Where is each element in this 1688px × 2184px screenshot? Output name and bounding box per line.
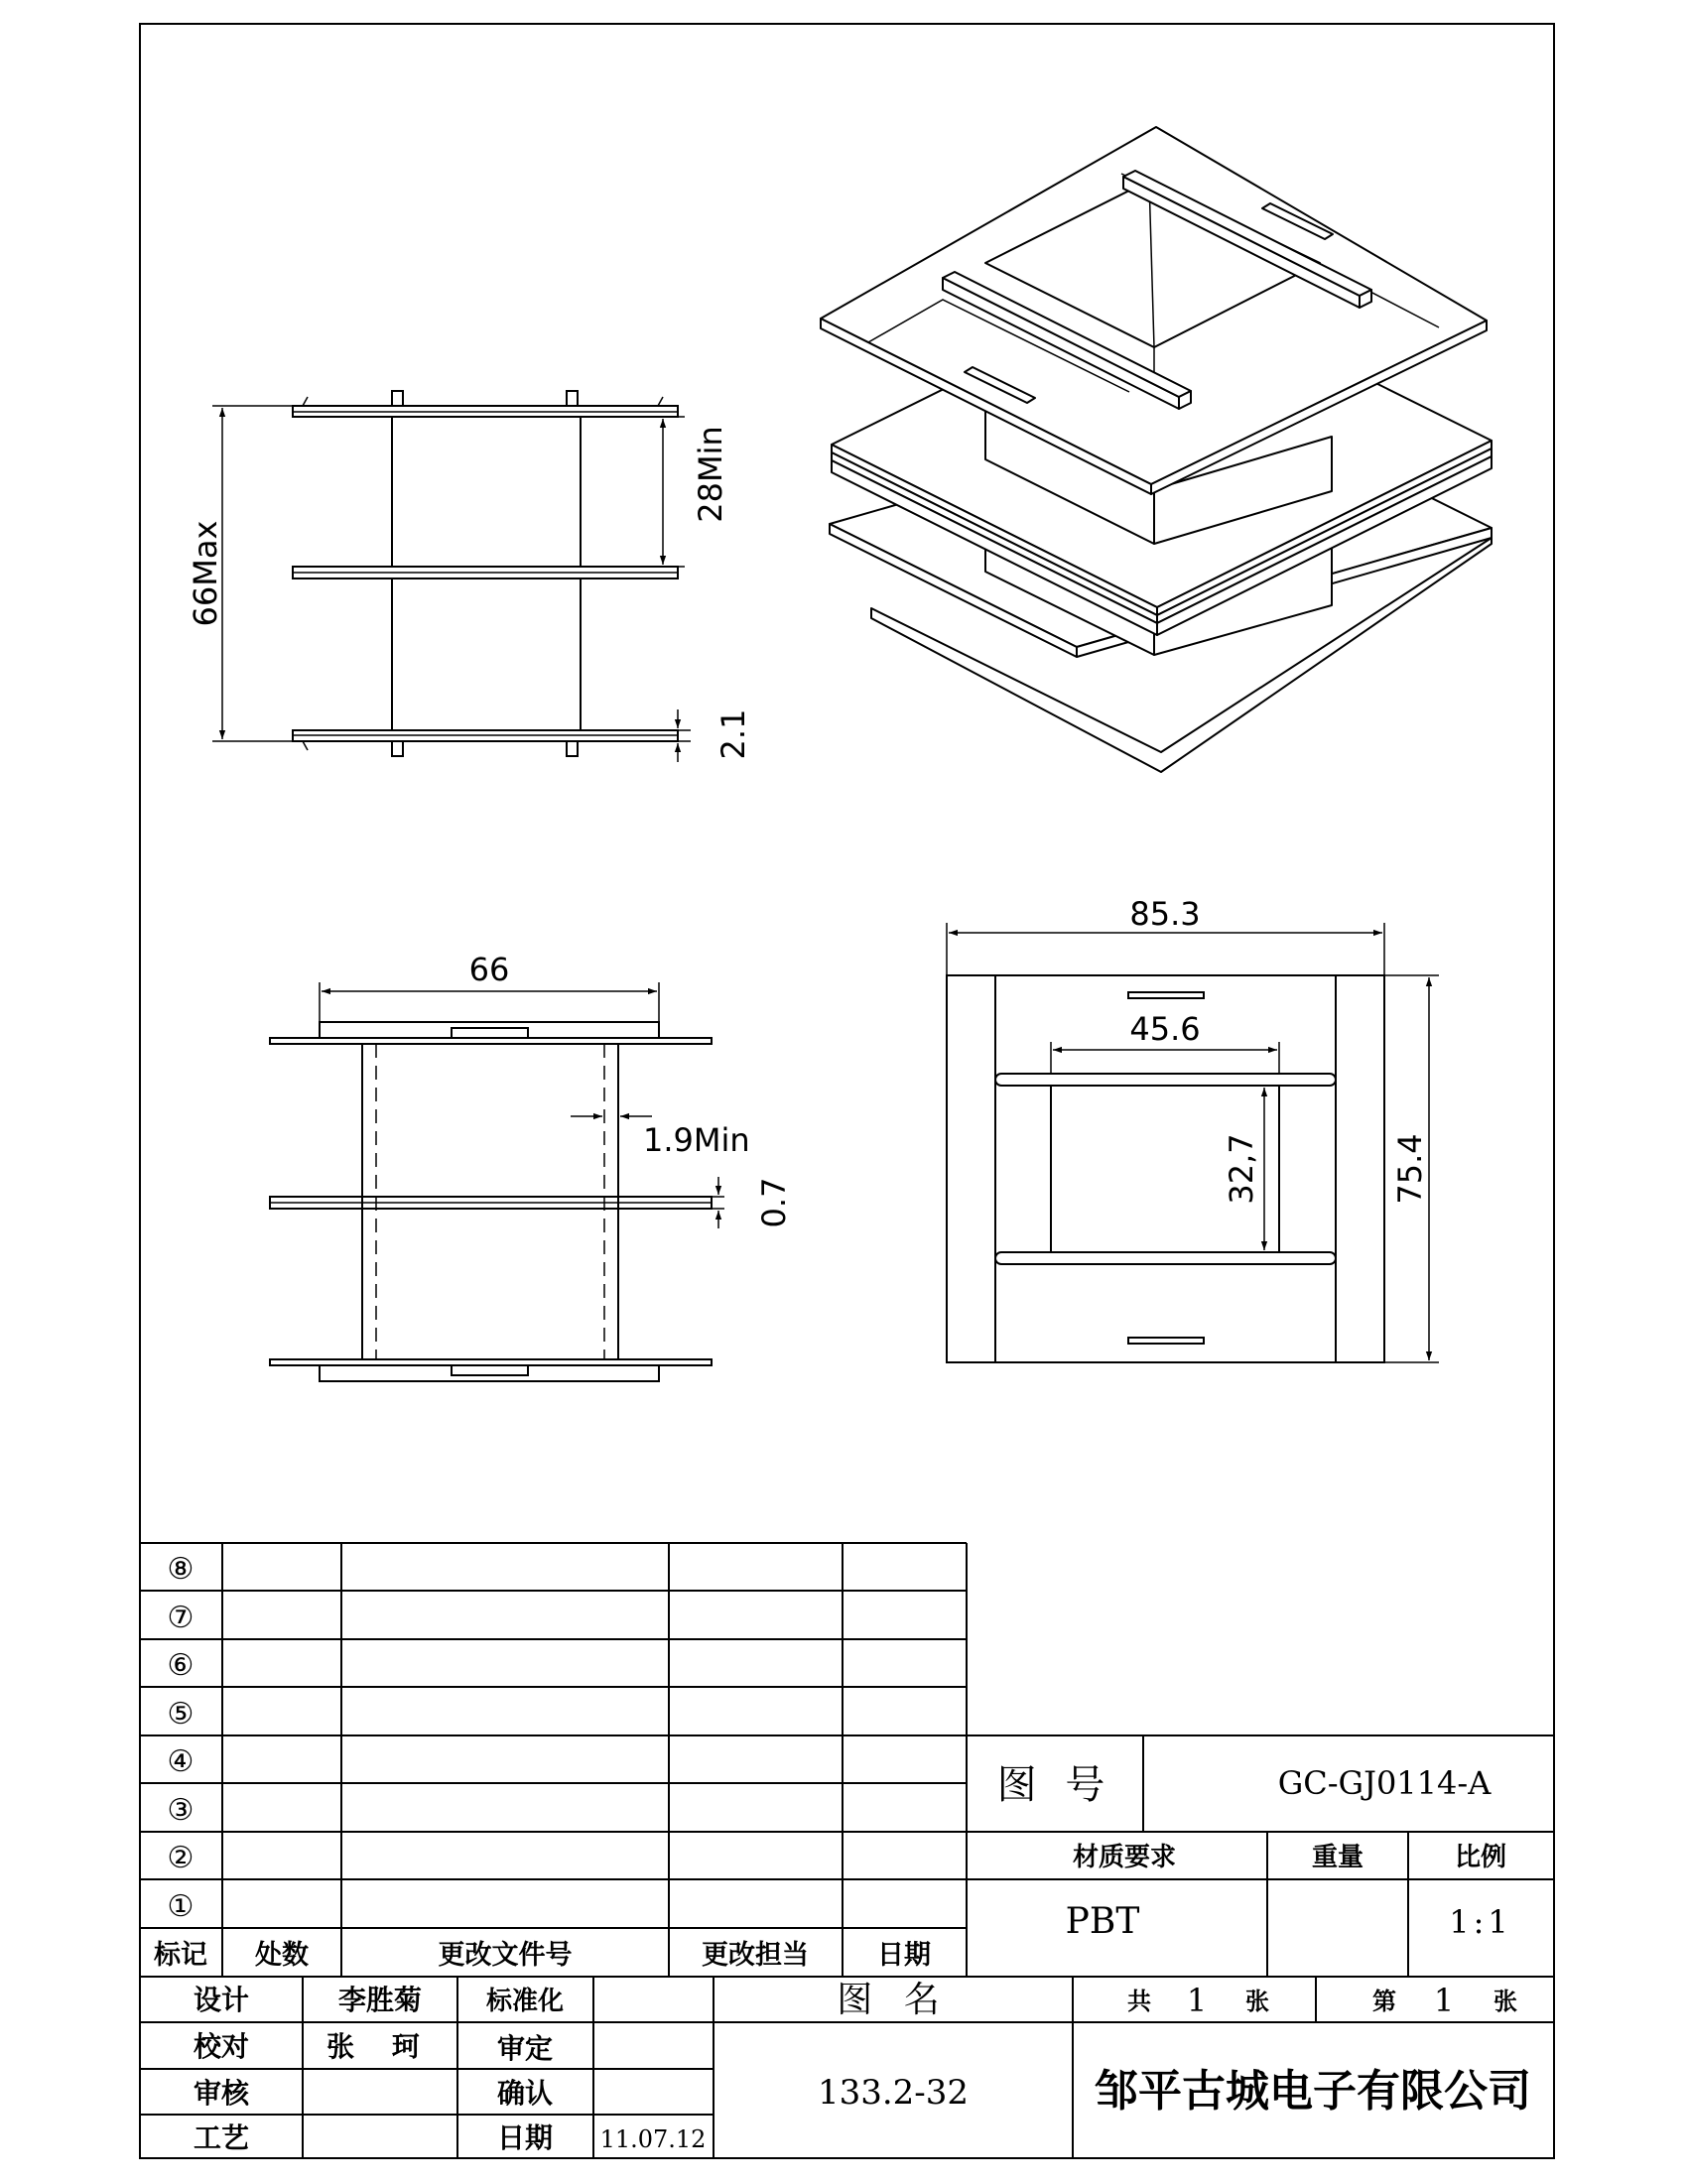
standard-label: 标准化 xyxy=(485,1987,565,2016)
drawing-no-label: 图 号 xyxy=(996,1762,1113,1808)
side-view xyxy=(187,391,752,762)
header-mark: 标记 xyxy=(154,1940,207,1971)
row-mark-4: ④ xyxy=(167,1744,195,1779)
header-change-owner: 更改担当 xyxy=(702,1940,809,1971)
header-count: 处数 xyxy=(255,1940,309,1971)
top-view-bar-lower xyxy=(995,1252,1336,1264)
design-label: 设计 xyxy=(193,1984,250,2016)
dim-28min-label: 28Min xyxy=(692,426,729,523)
review-label: 审定 xyxy=(496,2032,554,2065)
isometric-view xyxy=(821,127,1492,772)
top-view xyxy=(947,895,1439,1362)
dim-85-3-label: 85.3 xyxy=(1129,895,1201,933)
date-value: 11.07.12 xyxy=(599,2125,707,2153)
total-unit: 张 xyxy=(1245,1988,1269,2015)
checker-value: 张 珂 xyxy=(326,2030,434,2063)
header-date: 日期 xyxy=(877,1940,931,1971)
row-mark-6: ⑥ xyxy=(167,1648,195,1683)
drawing-no-value: GC-GJ0114-A xyxy=(1277,1764,1492,1802)
weight-label: 重量 xyxy=(1311,1843,1364,1872)
page-unit: 张 xyxy=(1493,1988,1517,2015)
designer-value: 李胜菊 xyxy=(337,1984,423,2016)
scale-value: 1:1 xyxy=(1449,1903,1512,1941)
drawing-name-label: 图 名 xyxy=(837,1980,950,2020)
row-mark-3: ③ xyxy=(167,1793,195,1828)
title-block-bottom xyxy=(140,1977,1554,2158)
total-value: 1 xyxy=(1186,1982,1208,2019)
dim-66max-label: 66Max xyxy=(187,520,224,627)
page-value: 1 xyxy=(1433,1982,1455,2019)
audit-label: 审核 xyxy=(193,2077,250,2110)
scale-label: 比例 xyxy=(1454,1843,1507,1872)
page-label: 第 xyxy=(1372,1988,1396,2015)
row-mark-8: ⑧ xyxy=(167,1552,195,1587)
date-label: 日期 xyxy=(496,2121,554,2154)
material-value: PBT xyxy=(1065,1901,1140,1942)
row-mark-1: ① xyxy=(167,1889,195,1924)
process-label: 工艺 xyxy=(193,2121,250,2154)
dim-1-9min-label: 1.9Min xyxy=(643,1121,750,1159)
front-view xyxy=(270,951,793,1381)
dim-2-1-label: 2.1 xyxy=(714,708,752,760)
material-label: 材质要求 xyxy=(1072,1843,1177,1872)
drawing-name-value: 133.2-32 xyxy=(817,2073,970,2113)
confirm-label: 确认 xyxy=(496,2077,554,2110)
dim-0-7-label: 0.7 xyxy=(755,1177,793,1228)
company-name: 邹平古城电子有限公司 xyxy=(1095,2066,1531,2117)
revision-table xyxy=(140,1543,1554,1977)
dim-75-4-label: 75.4 xyxy=(1391,1133,1429,1205)
dim-66-label: 66 xyxy=(468,951,510,988)
title-block-right xyxy=(967,1735,1554,1977)
top-view-bar-upper xyxy=(995,1074,1336,1086)
row-mark-7: ⑦ xyxy=(167,1601,195,1635)
header-change-doc: 更改文件号 xyxy=(438,1940,573,1971)
dim-45-6-label: 45.6 xyxy=(1129,1010,1201,1048)
row-mark-2: ② xyxy=(167,1841,195,1875)
total-label: 共 xyxy=(1127,1988,1151,2015)
row-mark-5: ⑤ xyxy=(167,1697,195,1732)
dim-32-7-label: 32,7 xyxy=(1223,1133,1260,1205)
check-label: 校对 xyxy=(193,2030,250,2063)
